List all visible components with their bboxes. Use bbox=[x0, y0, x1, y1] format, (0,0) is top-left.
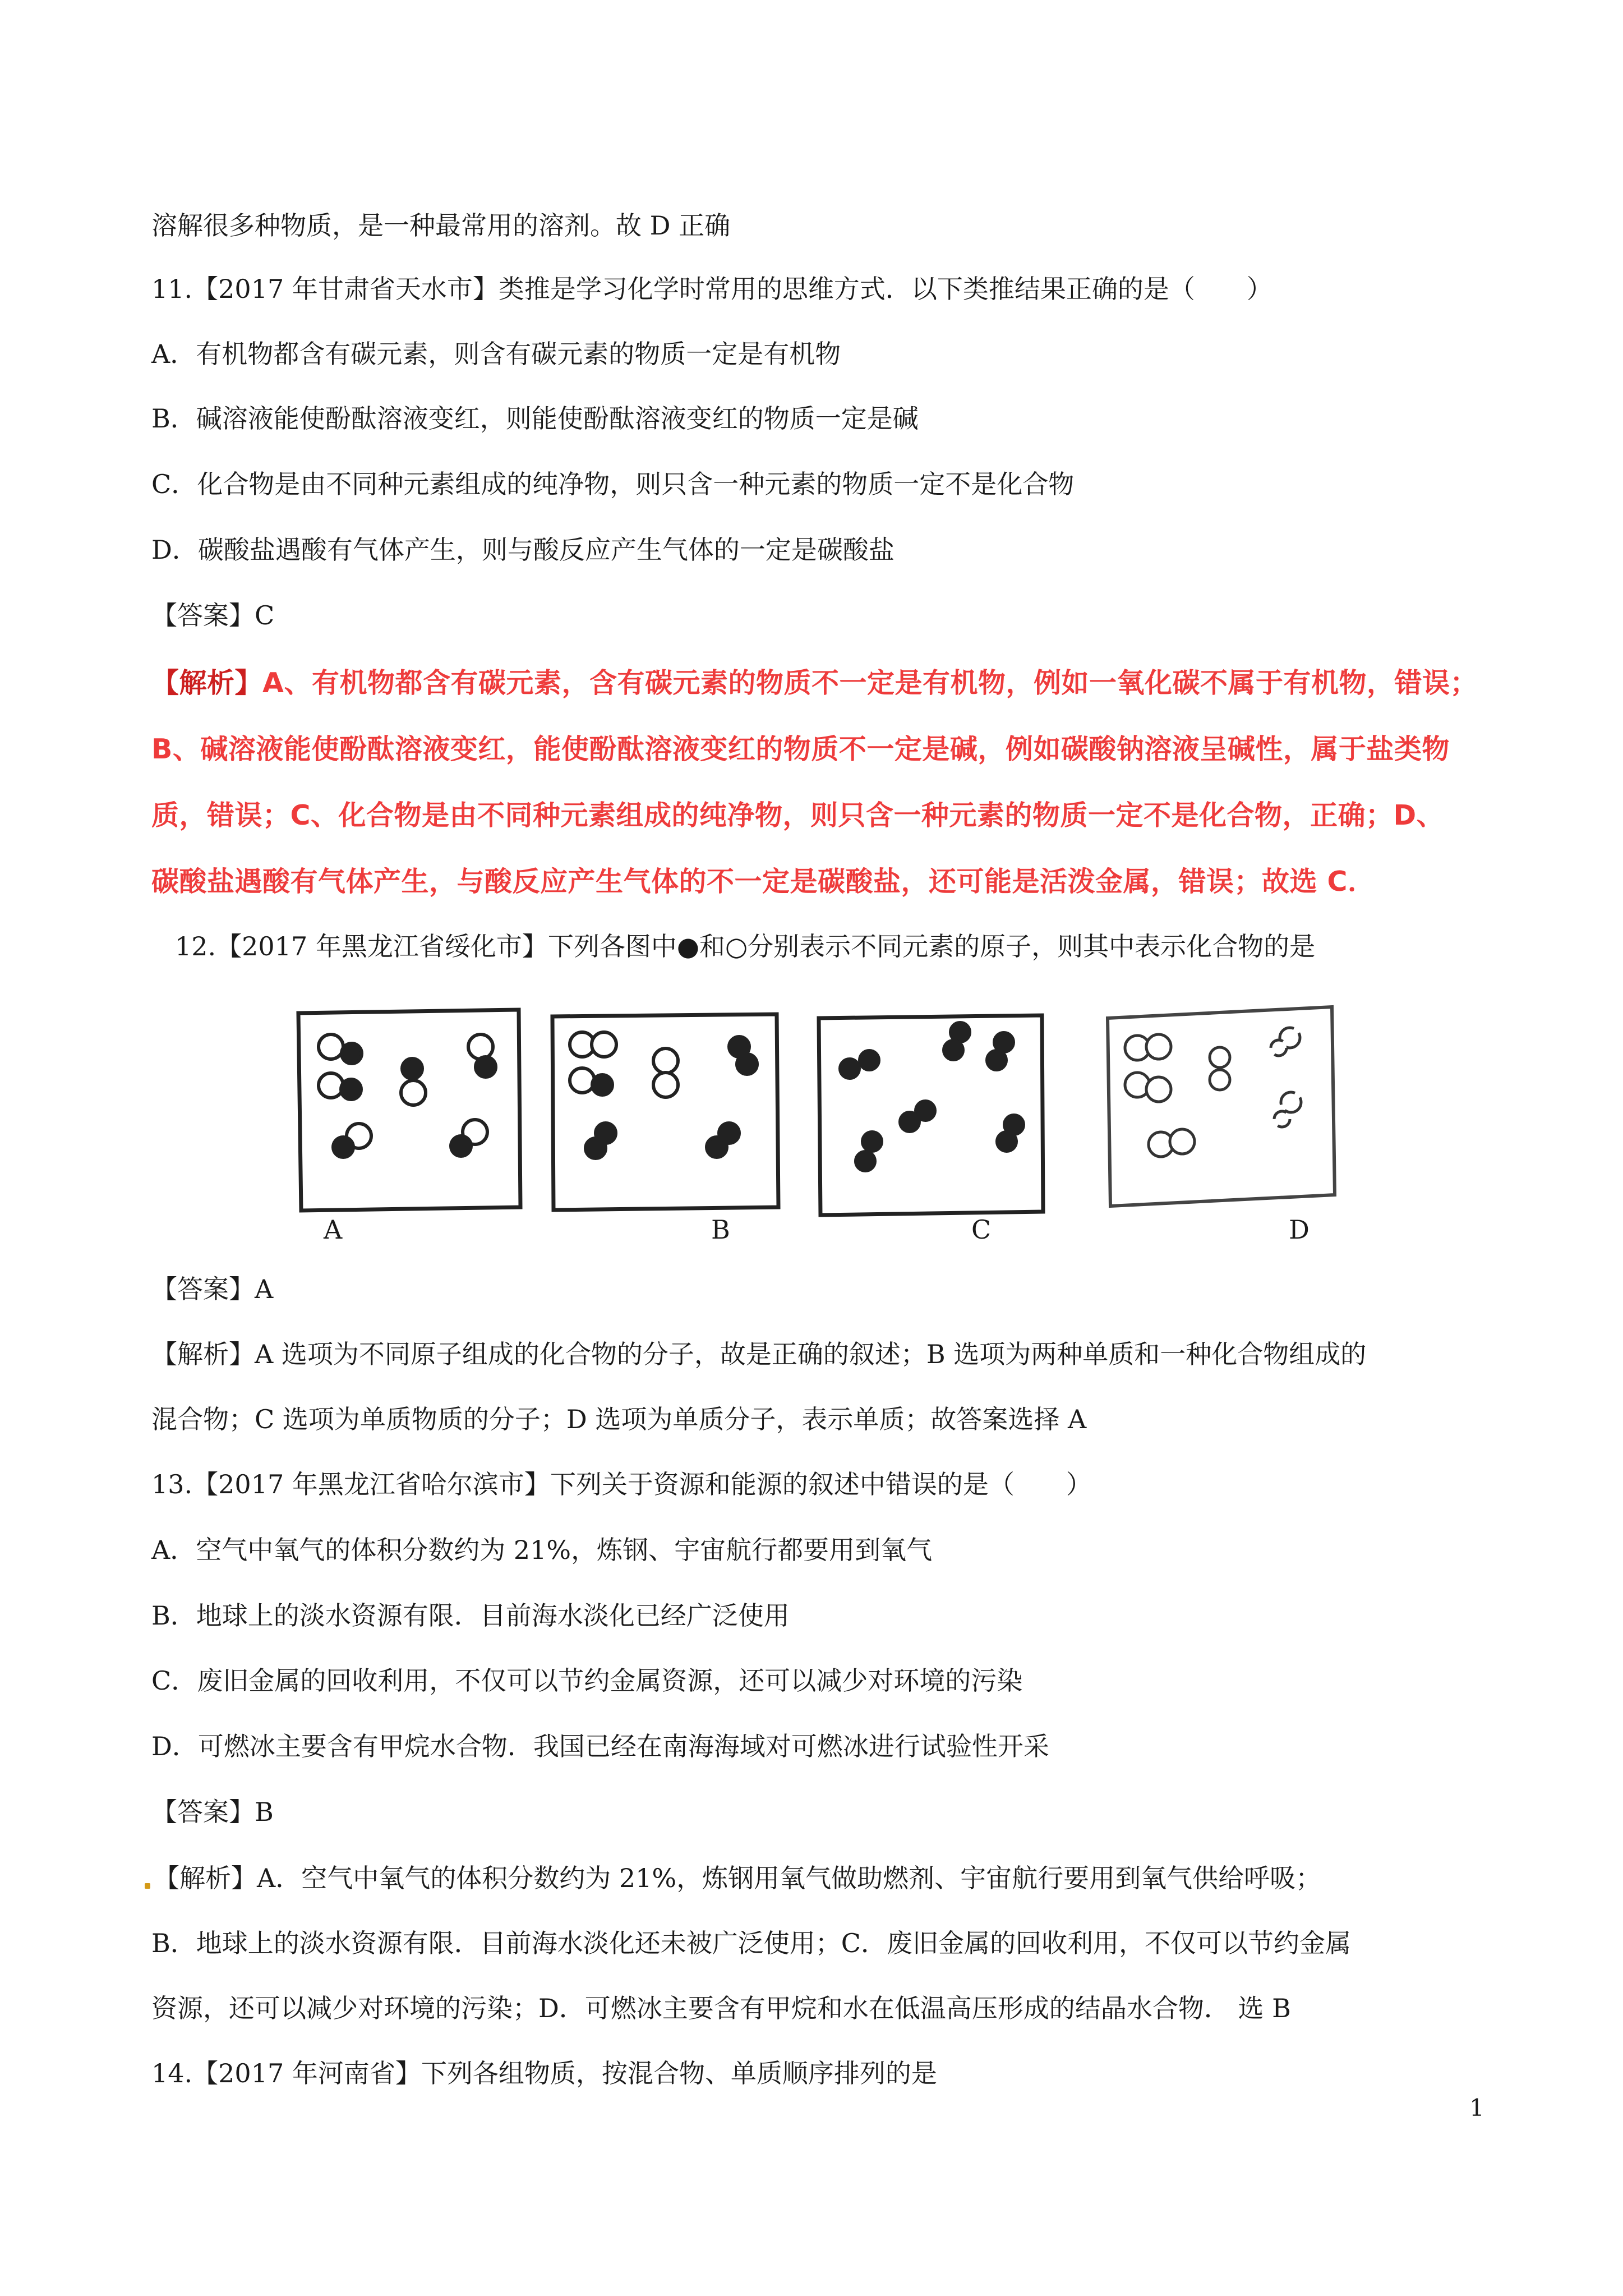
question-13-option-b: B．地球上的淡水资源有限．目前海水淡化已经广泛使用 bbox=[151, 1600, 790, 1631]
marker-dot bbox=[145, 1883, 150, 1889]
question-11-option-b: B．碱溶液能使酚酞溶液变红，则能使酚酞溶液变红的物质一定是碱 bbox=[151, 403, 919, 434]
analysis-text: 【解析】A．空气中氧气的体积分数约为 21%，炼钢用氧气做助燃剂、宇宙航行要用到氧气供给呼吸； bbox=[154, 1863, 1322, 1893]
question-13-option-c: C．废旧金属的回收利用，不仅可以节约金属资源，还可以减少对环境的污染 bbox=[151, 1665, 1023, 1696]
question-13-option-a: A．空气中氧气的体积分数约为 21%，炼钢、宇宙航行都要用到氧气 bbox=[151, 1535, 933, 1565]
question-13-analysis-line-2: B．地球上的淡水资源有限．目前海水淡化还未被广泛使用；C．废旧金属的回收利用，不仅可以节约金属 bbox=[151, 1928, 1351, 1958]
question-13-analysis-line-1 bbox=[145, 1861, 1321, 1895]
question-13-answer: 【答案】B bbox=[151, 1797, 274, 1827]
question-13-analysis-line-3: 资源，还可以减少对环境的污染；D．可燃冰主要含有甲烷和水在低温高压形成的结晶水合物． 选 B bbox=[151, 1993, 1291, 2023]
question-13-option-d: D．可燃冰主要含有甲烷水合物．我国已经在南海海域对可燃冰进行试验性开采 bbox=[151, 1731, 1049, 1761]
analysis-text: A、有机物都含有碳元素，含有碳元素的物质不一定是有机物，例如一氧化碳不属于有机物，错误； bbox=[262, 667, 1478, 699]
diagram-label-c: C bbox=[971, 1214, 992, 1245]
page-number: 1 bbox=[1469, 2094, 1484, 2122]
question-11-analysis-line-2: B、碱溶液能使酚酞溶液变红，能使酚酞溶液变红的物质不一定是碱，例如碳酸钠溶液呈碱性，属于盐类物 bbox=[151, 733, 1450, 765]
text-line: 溶解很多种物质，是一种最常用的溶剂。故 D 正确 bbox=[151, 210, 731, 241]
question-11-option-c: C．化合物是由不同种元素组成的纯净物，则只含一种元素的物质一定不是化合物 bbox=[151, 469, 1075, 499]
question-12-analysis-line-1: 【解析】A 选项为不同原子组成的化合物的分子，故是正确的叙述；B 选项为两种单质和一种化合物组成的 bbox=[151, 1339, 1367, 1369]
question-11-stem: 11.【2017 年甘肃省天水市】类推是学习化学时常用的思维方式．以下类推结果正确的是（ ） bbox=[151, 274, 1272, 304]
question-11-answer: 【答案】C bbox=[151, 600, 275, 631]
question-11-option-d: D．碳酸盐遇酸有气体产生，则与酸反应产生气体的一定是碳酸盐 bbox=[151, 535, 895, 565]
question-11-analysis-line-4: 碳酸盐遇酸有气体产生，与酸反应产生气体的不一定是碳酸盐，还可能是活泼金属，错误；故选 C． bbox=[151, 866, 1376, 898]
diagram-label-d: D bbox=[1289, 1214, 1310, 1245]
question-11-analysis-line-3: 质，错误；C、化合物是由不同种元素组成的纯净物，则只含一种元素的物质一定不是化合物，正确；D、 bbox=[151, 799, 1445, 831]
question-12-stem: 12.【2017 年黑龙江省绥化市】下列各图中●和○分别表示不同元素的原子，则其中表示化合物的是 bbox=[175, 931, 1316, 961]
question-14-stem: 14.【2017 年河南省】下列各组物质，按混合物、单质顺序排列的是 bbox=[151, 2058, 937, 2088]
analysis-label: 【解析】 bbox=[151, 667, 263, 699]
diagram-label-a: A bbox=[324, 1214, 343, 1245]
diagram-label-b: B bbox=[711, 1214, 730, 1245]
question-12-answer: 【答案】A bbox=[151, 1274, 274, 1304]
question-12-analysis-line-2: 混合物；C 选项为单质物质的分子；D 选项为单质分子，表示单质；故答案选择 A bbox=[151, 1404, 1087, 1434]
question-13-stem: 13.【2017 年黑龙江省哈尔滨市】下列关于资源和能源的叙述中错误的是（ ） bbox=[151, 1469, 1092, 1499]
question-11-option-a: A．有机物都含有碳元素，则含有碳元素的物质一定是有机物 bbox=[151, 339, 841, 369]
